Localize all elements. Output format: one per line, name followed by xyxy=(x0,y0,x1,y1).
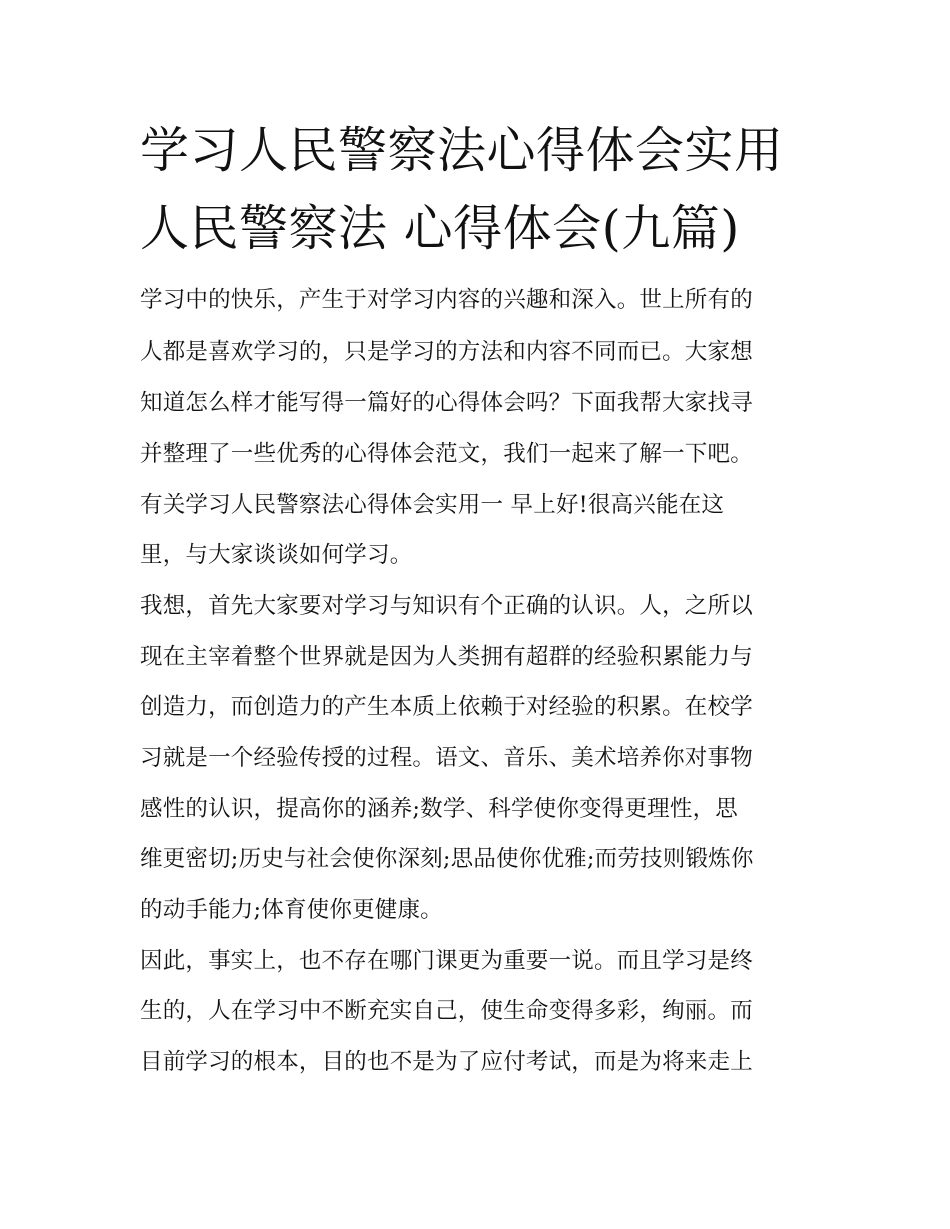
body-text-line: 维更密切;历史与社会使你深刻;思品使你优雅;而劳技则锻炼你 xyxy=(140,846,754,872)
body-text-line: 生的，人在学习中不断充实自己，使生命变得多彩，绚丽。而 xyxy=(140,998,753,1024)
title-line-2: 人民警察法 心得体会(九篇) xyxy=(140,200,740,257)
title-line-1: 学习人民警察法心得体会实用 xyxy=(140,122,784,179)
body-text-line: 并整理了一些优秀的心得体会范文，我们一起来了解一下吧。 xyxy=(140,441,753,467)
body-text-line: 有关学习人民警察法心得体会实用一 早上好!很高兴能在这 xyxy=(140,492,725,518)
body-text-line: 现在主宰着整个世界就是因为人类拥有超群的经验积累能力与 xyxy=(140,644,753,670)
body-text-line: 目前学习的根本，目的也不是为了应付考试，而是为将来走上 xyxy=(140,1049,753,1075)
body-text-line: 创造力，而创造力的产生本质上依赖于对经验的积累。在校学 xyxy=(140,694,753,720)
body-text-line: 人都是喜欢学习的，只是学习的方法和内容不同而已。大家想 xyxy=(140,339,753,365)
body-text-line: 里，与大家谈谈如何学习。 xyxy=(140,542,413,568)
body-text-line: 感性的认识，提高你的涵养;数学、科学使你变得更理性，思 xyxy=(140,796,738,822)
body-text-line: 习就是一个经验传授的过程。语文、音乐、美术培养你对事物 xyxy=(140,745,753,771)
body-text-line: 我想，首先大家要对学习与知识有个正确的认识。人，之所以 xyxy=(140,593,753,619)
body-text-line: 的动手能力;体育使你更健康。 xyxy=(140,897,443,923)
document-title xyxy=(140,112,840,268)
body-text-line: 学习中的快乐，产生于对学习内容的兴趣和深入。世上所有的 xyxy=(140,287,753,313)
body-text-line: 因此，事实上，也不存在哪门课更为重要一说。而且学习是终 xyxy=(140,948,753,974)
body-text-line: 知道怎么样才能写得一篇好的心得体会吗？下面我帮大家找寻 xyxy=(140,390,753,416)
